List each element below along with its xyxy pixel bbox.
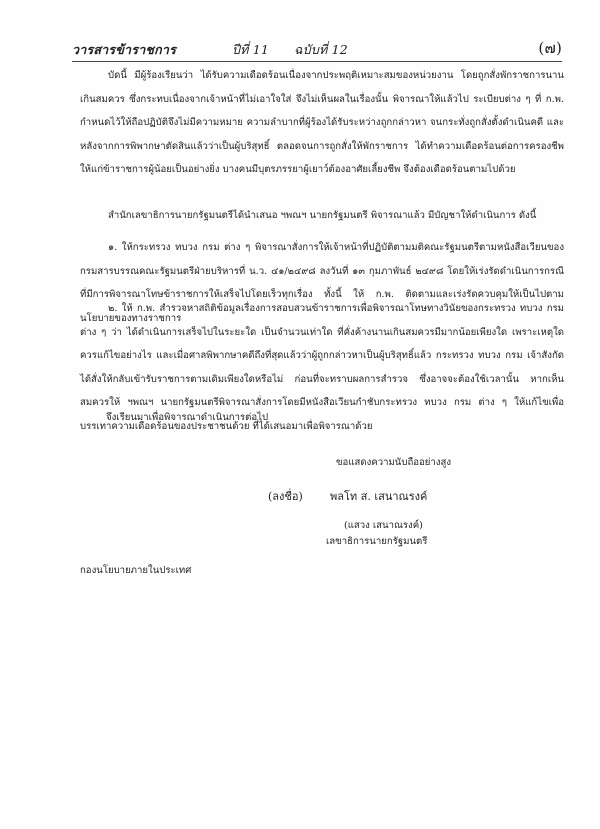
issue-label: ฉบับที่ 12 [294, 42, 348, 57]
paragraph-item-2-text: ๒. ให้ ก.พ. สำรวจหาสถิติข้อมูลเรื่องการสอบสวนข้าราชการเพื่อพิจารณาโทษทางวินัยของกระทรวง ทบวง กรม ต่าง ๆ ว่า ได้ดำเนินการเสร็จไปในระยะใด เป็นจำนวนเท่าใด ที่คั่งค้างนานเกินสมควรมีมากน้อยเพียงใด เพราะเหตุใด ควรแก้ไขอย่างไร และเมื่อศาลพิพากษาคดีถึงที่สุดแล้วว่าผู้ถูกกล่าวหาเป็นผู้บริสุทธิ์แล้ว กระทรวง ทบวง กรม เจ้าสังกัดได้สั่งให้กลับเข้ารับราชการตามเดิมเพียงใดหรือไม่ ก่อนที่จะทราบผลการสำรวจ ซึ่งอาจจะต้องใช้เวลานั้น หากเห็นสมควรให้ ฯพณฯ นายกรัฐมนตรีพิจารณาสั่งการโดยมีหนังสือเวียนกำชับกระทรวง ทบวง กรม ต่าง ๆ ให้แก้ไขเพื่อบรรเทาความเดือดร้อนของประชาชนด้วย ที่ได้เสนอมาเพื่อพิจารณาด้วย [80, 303, 564, 432]
closing-line: จึงเรียนมาเพื่อพิจารณาดำเนินการต่อไป [106, 412, 269, 423]
journal-title: วารสารข้าราชการ [72, 42, 176, 57]
paragraph-decision-text: สำนักเลขาธิการนายกรัฐมนตรีได้นำเสนอ ฯพณฯ นายกรัฐมนตรี พิจารณาแล้ว มีบัญชาให้ดำเนินการ ดังนี้ [108, 210, 537, 221]
department-name: กองนโยบายภายในประเทศ [80, 565, 192, 576]
paragraph-decision [80, 204, 564, 228]
signature-title: เลขาธิการนายกรัฐมนตรี [326, 536, 428, 547]
volume-label: ปีที่ 11 [232, 42, 270, 57]
paragraph-item-1-text: ๑. ให้กระทรวง ทบวง กรม ต่าง ๆ พิจารณาสั่งการให้เจ้าหน้าที่ปฏิบัติตามมติคณะรัฐมนตรีตามหนังสือเวียนของกรมสารบรรณคณะรัฐมนตรีฝ่ายบริหารที่ น.ว. ๔๑/๒๔๙๘ ลงวันที่ ๑๓ กุมภาพันธ์ ๒๔๙๘ โดยให้เร่งรัดดำเนินการกรณีที่มีการพิจารณาโทษข้าราชการให้เสร็จไปโดยเร็วทุกเรื่อง ทั้งนี้ ให้ ก.พ. ติดตามและเร่งรัดควบคุมให้เป็นไปตามนโยบายของทางราชการ [80, 242, 564, 324]
signature-regards: ขอแสดงความนับถืออย่างสูง [336, 457, 452, 468]
signature-signed-label: (ลงชื่อ) [268, 490, 303, 503]
page-header [72, 36, 562, 60]
signature-full-name: (แสวง เสนาณรงค์) [344, 520, 423, 531]
page-number: (๗) [538, 39, 562, 57]
signature-name: พลโท ส. เสนาณรงค์ [330, 490, 428, 503]
paragraph-complaint-text: บัดนี้ มีผู้ร้องเรียนว่า ได้รับความเดือดร้อนเนื่องจากประพฤติเหมาะสมของหน่วยงาน โดยถูกสั่งพักราชการนานเกินสมควร ซึ่งกระทบเนื่องจากเจ้าหน้าที่ไม่เอาใจใส่ จึงไม่เห็นผลในเรื่องนั้น พิจารณาให้แล้วไป ระเบียบต่าง ๆ ที่ ก.พ. กำหนดไว้ให้ถือปฏิบัติจึงไม่มีความหมาย ความลำบากที่ผู้ร้องได้รับระหว่างถูกกล่าวหา จนกระทั่งถูกสั่งตั้งดำเนินคดี และหลังจากการพิพากษาตัดสินแล้วว่าเป็นผู้บริสุทธิ์ ตลอดจนการถูกสั่งให้พักราชการ ได้ทำความเดือดร้อนต่อการครองชีพให้แก่ข้าราชการผู้น้อยเป็นอย่างยิ่ง บางคนมีบุตรภรรยาผู้เยาว์ต้องอาศัยเลี้ยงชีพ จึงต้องเดือดร้อนตามไปด้วย [80, 70, 564, 175]
paragraph-complaint [80, 64, 564, 182]
header-rule [72, 61, 562, 62]
